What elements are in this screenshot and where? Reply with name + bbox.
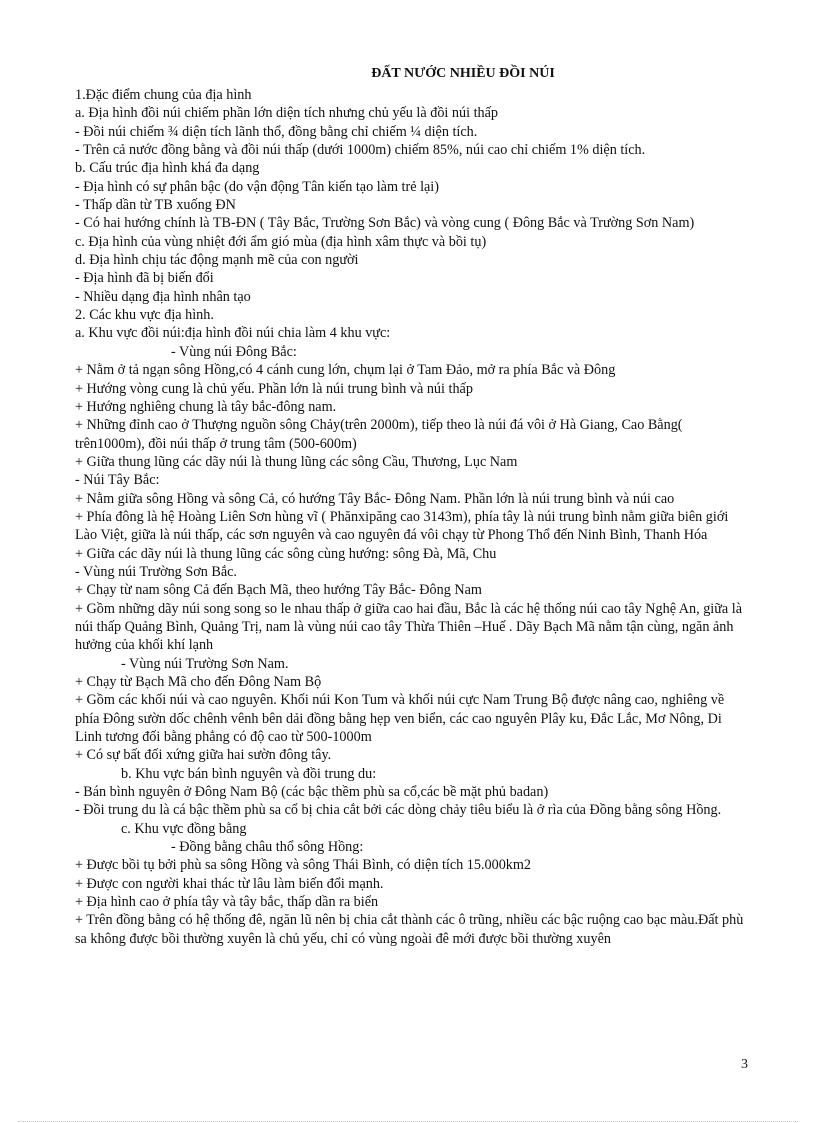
text-line: - Nhiều dạng địa hình nhân tạo — [75, 288, 251, 305]
text-line: + Giữa thung lũng các dãy núi là thung lũng các sông Cầu, Thương, Lục Nam — [75, 453, 518, 470]
text-line: + Có sự bất đối xứng giữa hai sườn đông tây. — [75, 747, 332, 764]
text-line: c. Khu vực đồng bằng — [121, 820, 247, 837]
text-line: + Gồm các khối núi và cao nguyên. Khối núi Kon Tum và khối núi cực Nam Trung Bộ được nâng cao, nghiêng về phía Đông sườn dốc chênh vênh bên dải đồng bằng hẹp ven biển, các cao nguyên Plây ku, Đắc Lắc, Mơ Nông, Di Linh tương đối bằng phẳng có độ cao từ 500-1000m — [75, 692, 725, 746]
text-line: + Nằm ở tả ngạn sông Hồng,có 4 cánh cung lớn, chụm lại ở Tam Đảo, mở ra phía Bắc và Đông — [75, 362, 616, 379]
text-line: - Địa hình có sự phân bậc (do vận động Tân kiến tạo làm trẻ lại) — [75, 178, 439, 195]
text-line: b. Khu vực bán bình nguyên và đồi trung du: — [121, 765, 377, 782]
text-line: + Giữa các dãy núi là thung lũng các sông cùng hướng: sông Đà, Mã, Chu — [75, 545, 497, 562]
text-line: a. Địa hình đồi núi chiếm phần lớn diện tích nhưng chủ yếu là đồi núi thấp — [75, 105, 498, 122]
text-line: a. Khu vực đồi núi:địa hình đồi núi chia làm 4 khu vực: — [75, 325, 391, 342]
text-line: - Đồi trung du là cá bậc thềm phù sa cổ bị chia cắt bởi các dòng chảy tiêu biểu là ở rìa của Đồng bằng sông Hồng. — [75, 802, 722, 819]
text-line: - Vùng núi Trường Sơn Nam. — [121, 655, 289, 672]
page-bottom-dotted-rule — [18, 1121, 798, 1122]
text-line: + Được bồi tụ bởi phù sa sông Hồng và sông Thái Bình, có diện tích 15.000km2 — [75, 857, 532, 874]
text-line: + Trên đồng bằng có hệ thống đê, ngăn lũ nên bị chia cắt thành các ô trũng, nhiều các bậc ruộng cao bạc màu.Đất phù sa không được bồi thường xuyên là chủ yếu, chỉ có vùng ngoài đê mới được bồi thường xuyên — [75, 912, 744, 947]
text-line: + Phía đông là hệ Hoàng Liên Sơn hùng vĩ ( Phănxipăng cao 3143m), phía tây là núi trung bình nằm giữa biên giới Lào Việt, giữa là núi thấp, các sơn nguyên và cao nguyên đá vôi chạy từ Phong Thổ đến Ninh Bình, Thanh Hóa — [75, 508, 729, 544]
text-line: - Đồi núi chiếm ¾ diện tích lãnh thổ, đồng bằng chỉ chiếm ¼ diện tích. — [75, 123, 478, 140]
document-body — [75, 86, 750, 948]
text-line: b. Cấu trúc địa hình khá đa dạng — [75, 160, 260, 177]
page-number: 3 — [741, 1057, 748, 1072]
text-line: + Nằm giữa sông Hồng và sông Cả, có hướng Tây Bắc- Đông Nam. Phần lớn là núi trung bình và núi cao — [75, 490, 675, 507]
text-line: 1.Đặc điểm chung của địa hình — [75, 87, 252, 103]
text-line: - Địa hình đã bị biến đổi — [75, 270, 214, 287]
text-line: d. Địa hình chịu tác động mạnh mẽ của con người — [75, 252, 359, 269]
text-line: + Được con người khai thác từ lâu làm biến đổi mạnh. — [75, 875, 384, 892]
text-line: + Địa hình cao ở phía tây và tây bắc, thấp dần ra biển — [75, 894, 379, 911]
text-line: - Vùng núi Trường Sơn Bắc. — [75, 563, 237, 580]
text-line: c. Địa hình của vùng nhiệt đới ẩm gió mùa (địa hình xâm thực và bồi tụ) — [75, 233, 487, 250]
text-line: - Bán bình nguyên ở Đông Nam Bộ (các bậc thềm phù sa cổ,các bề mặt phủ badan) — [75, 784, 549, 801]
text-line: - Có hai hướng chính là TB-ĐN ( Tây Bắc, Trường Sơn Bắc) và vòng cung ( Đông Bắc và Trường Sơn Nam) — [75, 215, 695, 232]
document-title: ĐẤT NƯỚC NHIỀU ĐỒI NÚI — [371, 66, 555, 81]
text-line: - Vùng núi Đông Bắc: — [171, 343, 297, 360]
text-line: + Chạy từ nam sông Cả đến Bạch Mã, theo hướng Tây Bắc- Đông Nam — [75, 582, 482, 599]
text-line: + Hướng vòng cung là chủ yếu. Phần lớn là núi trung bình và núi thấp — [75, 380, 473, 397]
text-line: - Trên cả nước đồng bằng và đồi núi thấp (dưới 1000m) chiếm 85%, núi cao chỉ chiếm 1% diện tích. — [75, 142, 646, 159]
text-line: + Hướng nghiêng chung là tây bắc-đông nam. — [75, 398, 337, 415]
text-line: 2. Các khu vực địa hình. — [75, 307, 214, 324]
text-line: - Thấp dần từ TB xuống ĐN — [75, 197, 236, 214]
text-line: + Những đỉnh cao ở Thượng nguồn sông Chảy(trên 2000m), tiếp theo là núi đá vôi ở Hà Giang, Cao Bằng( trên1000m), đồi núi thấp ở trung tâm (500-600m) — [75, 417, 683, 452]
text-line: - Đồng bằng châu thổ sông Hồng: — [171, 839, 364, 856]
text-line: - Núi Tây Bắc: — [75, 472, 160, 489]
text-line: + Gồm những dãy núi song song so le nhau thấp ở giữa cao hai đầu, Bắc là các hệ thống núi cao tây Nghệ An, giữa là núi thấp Quảng Bình, Quảng Trị, nam là vùng núi cao tây Thừa Thiên –Huế . Dãy Bạch Mã nằm tận cùng, ngăn ảnh hưởng của khối khí lạnh — [75, 600, 742, 654]
text-line: + Chạy từ Bạch Mã cho đến Đông Nam Bộ — [75, 674, 322, 690]
